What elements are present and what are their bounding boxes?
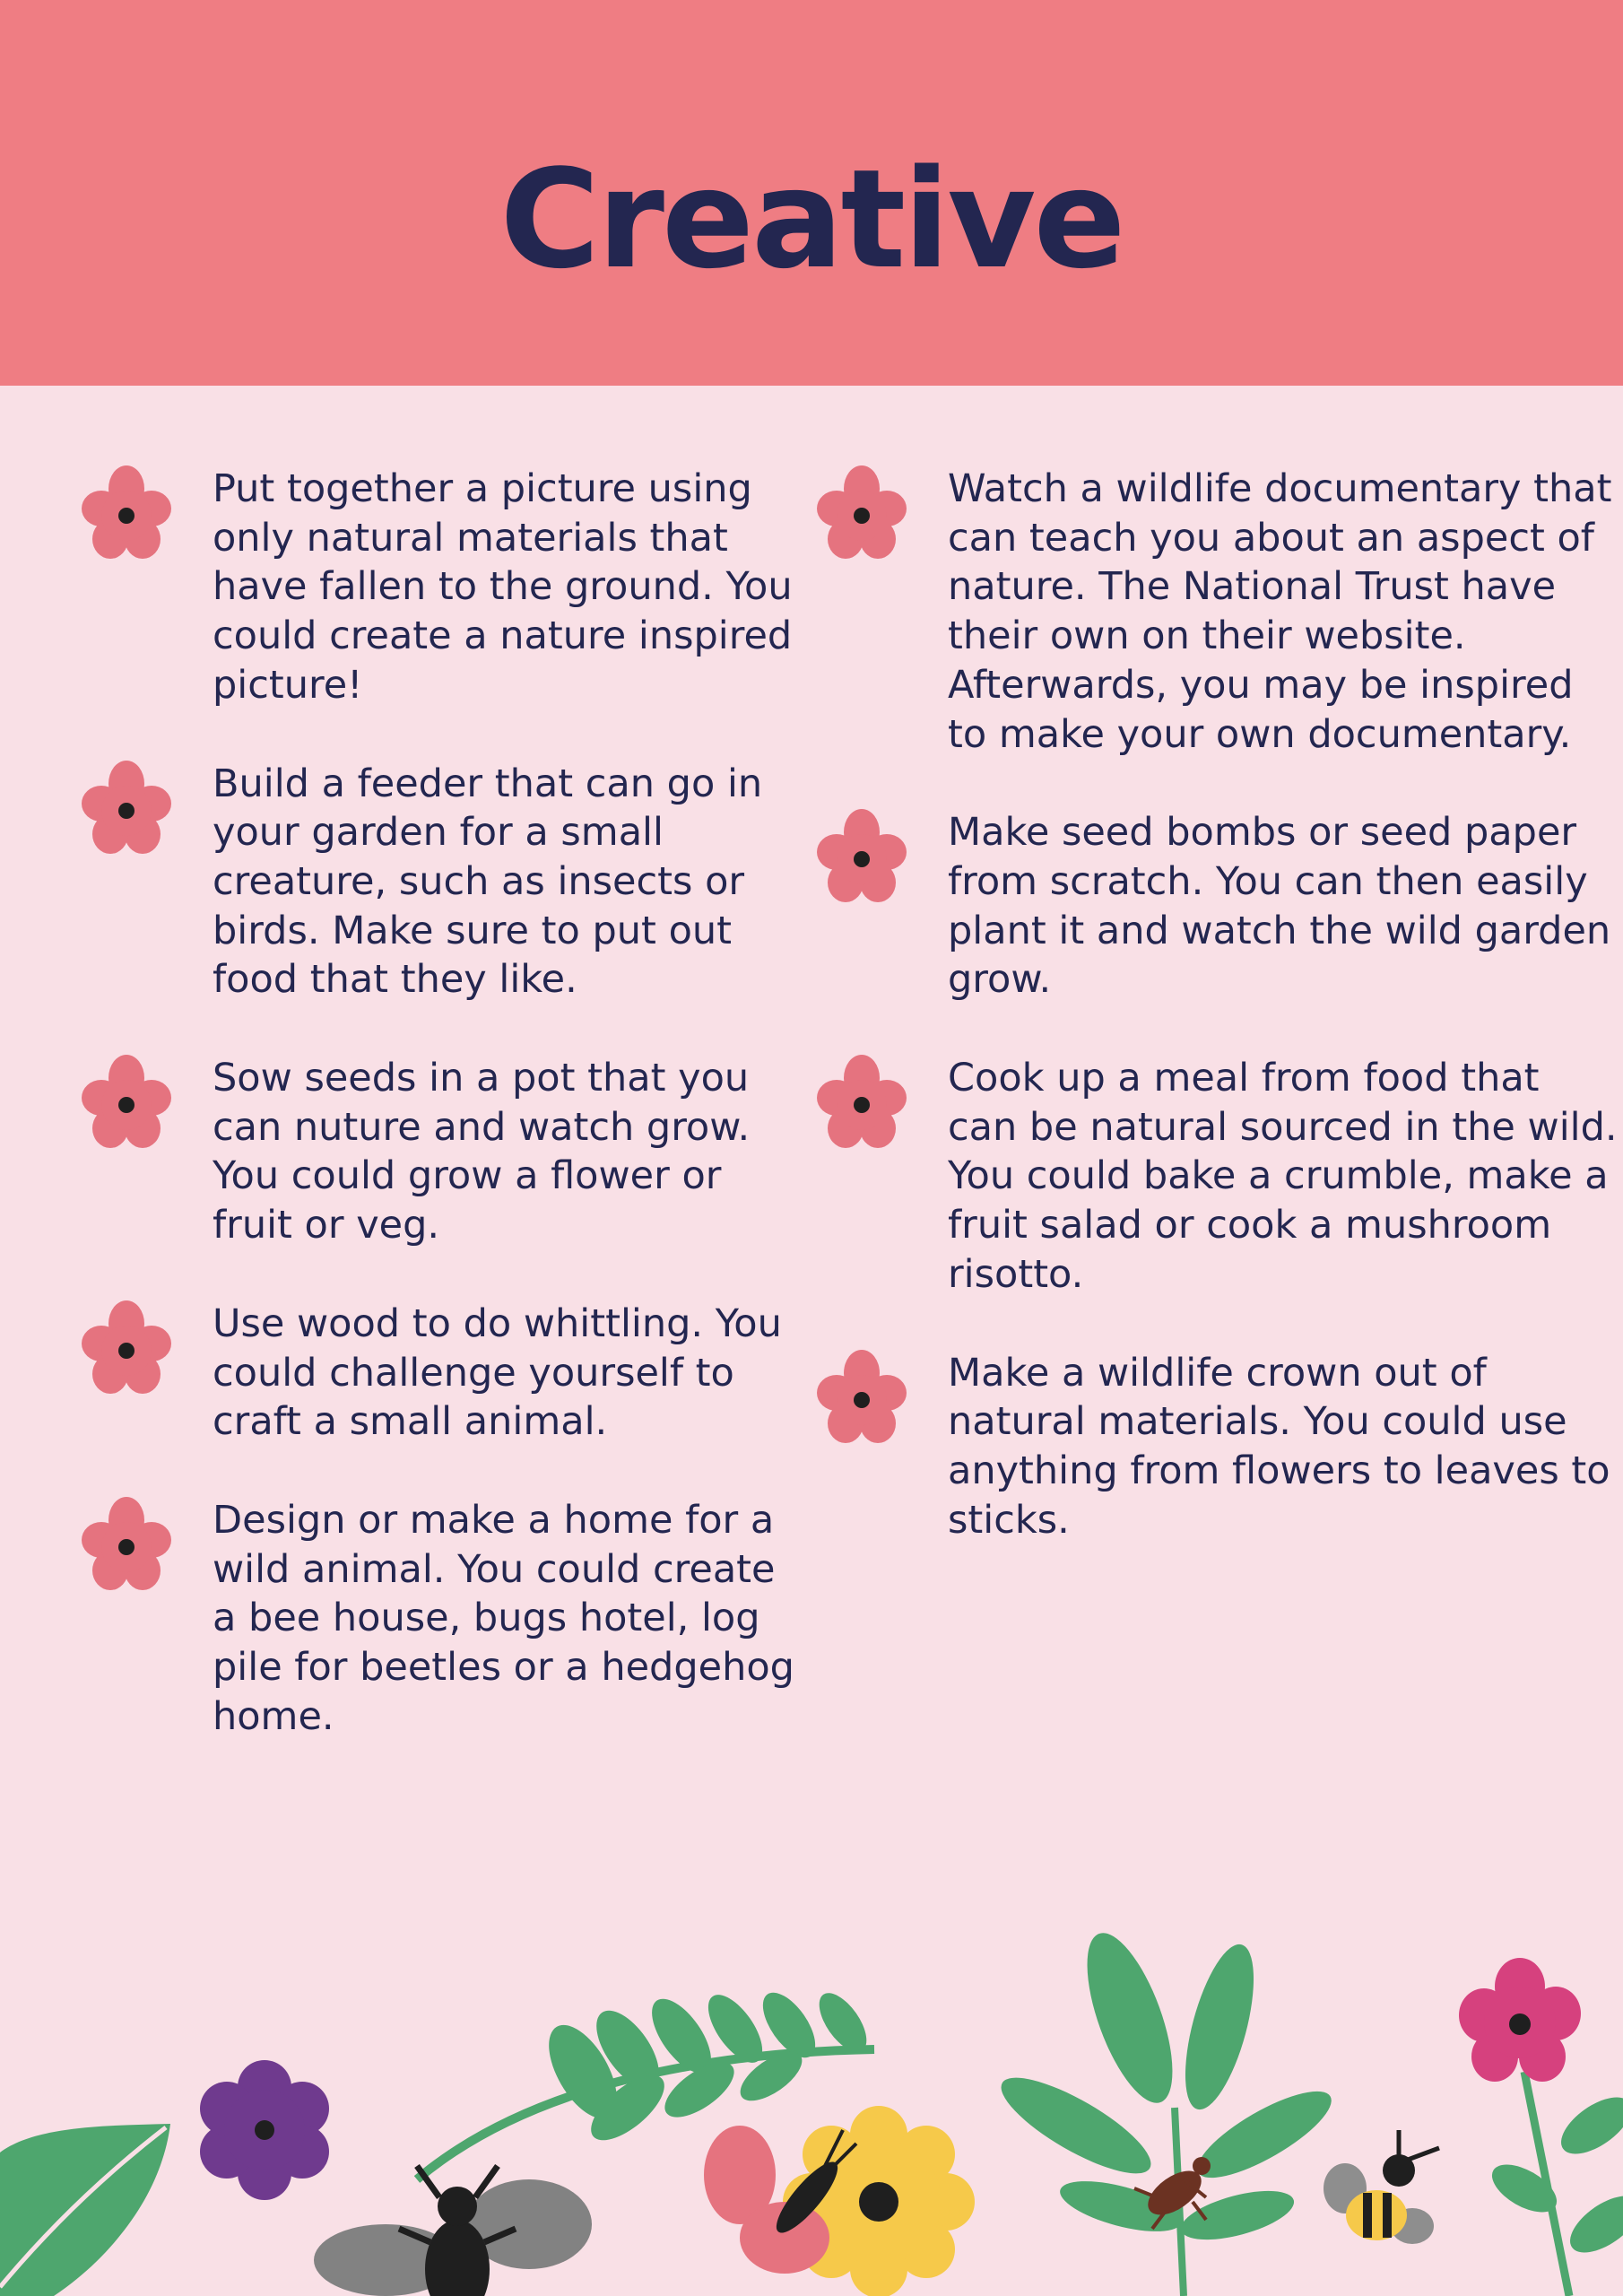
list-item-text: Put together a picture using only natural materials that have fallen to the ground. You could create a nature inspired picture! (213, 466, 793, 708)
list-item-text: Sow seeds in a pot that you can nuture and watch grow. You could grow a flower or fruit or veg. (213, 1056, 751, 1248)
page-title: Creative (499, 140, 1124, 299)
pink-flower-icon (77, 465, 176, 563)
list-item (77, 465, 794, 710)
left-column (77, 465, 794, 1790)
list-item (77, 1054, 794, 1250)
nature-decoration-strip (0, 1928, 1623, 2296)
list-item-text: Build a feeder that can go in your garden for a small creature, such as insects or birds. Make sure to put out food that they like. (213, 761, 763, 1003)
list-item-text: Design or make a home for a wild animal. You could create a bee house, bugs hotel, log pile for beetles or a hedgehog home. (213, 1497, 794, 1739)
magenta-flower-icon (1459, 1958, 1623, 2296)
list-item (77, 1496, 794, 1742)
bee-icon (1324, 2130, 1439, 2244)
pink-flower-icon (812, 1349, 911, 1448)
list-item-text: Watch a wildlife documentary that can teach you about an aspect of nature. The National Trust have their own on their website. Afterwards, you may be inspired to make your own documentary. (948, 466, 1612, 757)
list-item (77, 1300, 794, 1447)
list-item (812, 1054, 1619, 1300)
list-item (77, 760, 794, 1005)
pink-flower-icon (77, 1496, 176, 1595)
leaf-icon (0, 2124, 170, 2296)
right-column (812, 465, 1619, 1594)
pink-flower-icon (77, 760, 176, 858)
leafy-plant-icon (990, 1928, 1342, 2296)
list-item-text: Cook up a meal from food that can be natural sourced in the wild. You could bake a crumble, make a fruit salad or cook a mushroom risotto. (948, 1056, 1618, 1297)
beetle-icon (314, 2166, 592, 2296)
list-item (812, 808, 1619, 1004)
list-item-text: Make seed bombs or seed paper from scratch. You can then easily plant it and watch the wild garden grow. (948, 810, 1611, 1003)
list-item (812, 1349, 1619, 1545)
purple-flower-icon (200, 2060, 329, 2200)
list-item-text: Use wood to do whittling. You could challenge yourself to craft a small animal. (213, 1300, 782, 1445)
pink-flower-icon (812, 1054, 911, 1152)
list-item (812, 465, 1619, 759)
pink-flower-icon (77, 1054, 176, 1152)
list-item-text: Make a wildlife crown out of natural materials. You could use anything from flowers to leaves to sticks. (948, 1350, 1610, 1543)
pink-flower-icon (812, 465, 911, 563)
header-banner (0, 0, 1623, 386)
pink-flower-icon (812, 808, 911, 907)
pink-flower-icon (77, 1300, 176, 1398)
